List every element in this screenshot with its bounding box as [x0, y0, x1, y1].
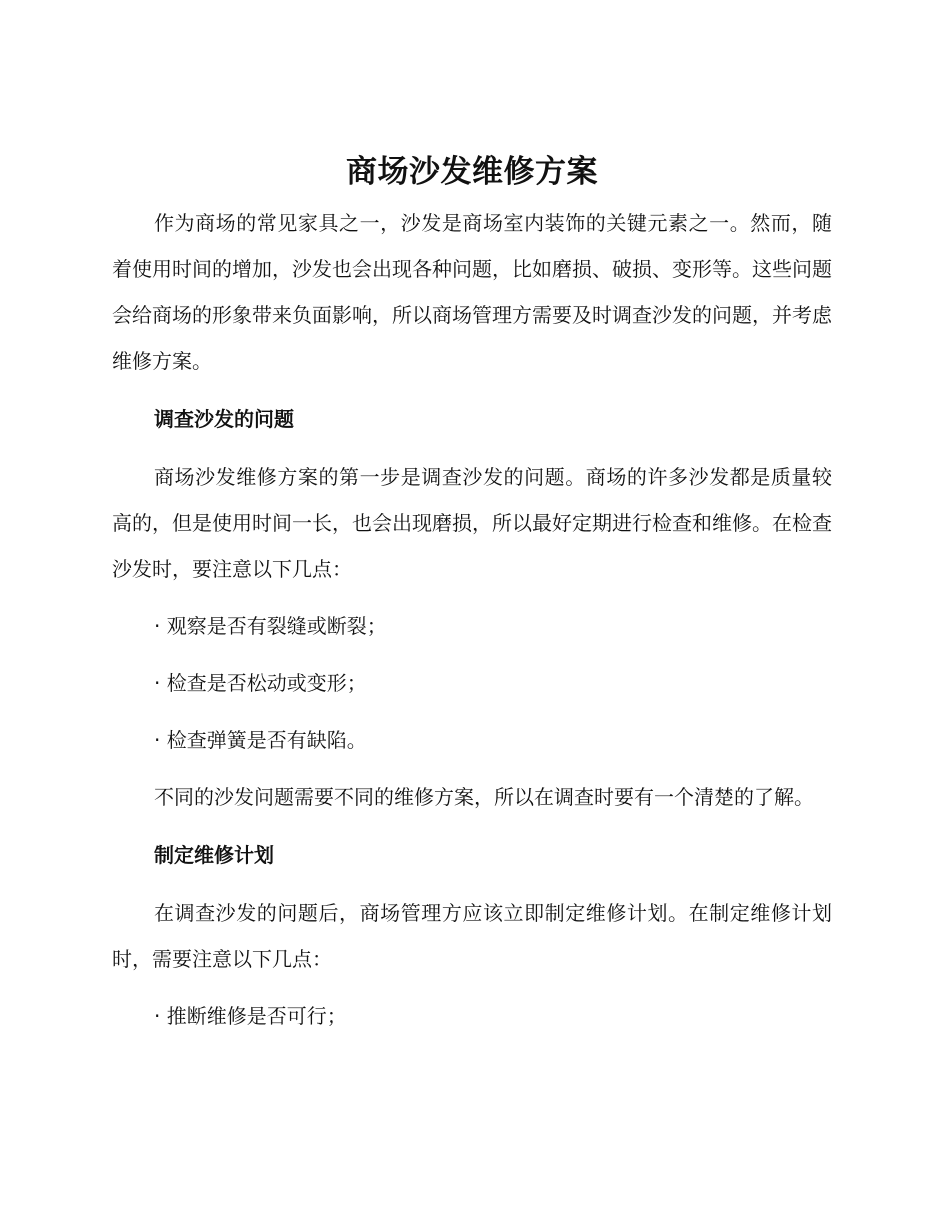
section-closing-investigate: 不同的沙发问题需要不同的维修方案，所以在调查时要有一个清楚的了解。 [154, 785, 814, 809]
bullet-item: · 观察是否有裂缝或断裂； [154, 614, 387, 638]
bullet-item: · 检查弹簧是否有缺陷。 [154, 728, 367, 752]
document-title: 商场沙发维修方案 [346, 154, 598, 190]
section-heading-investigate: 调查沙发的问题 [154, 407, 294, 431]
bullet-item: · 检查是否松动或变形； [154, 671, 367, 695]
section-paragraph-investigate: 商场沙发维修方案的第一步是调查沙发的问题。商场的许多沙发都是质量较高的，但是使用时间一长，也会出现磨损，所以最好定期进行检查和维修。在检查沙发时，要注意以下几点： [112, 465, 832, 581]
section-heading-plan: 制定维修计划 [154, 843, 274, 867]
bullet-item: · 推断维修是否可行； [154, 1004, 347, 1028]
document-body [112, 150, 832, 1050]
intro-paragraph: 作为商场的常见家具之一，沙发是商场室内装饰的关键元素之一。然而，随着使用时间的增加，沙发也会出现各种问题，比如磨损、破损、变形等。这些问题会给商场的形象带来负面影响，所以商场管理方需要及时调查沙发的问题，并考虑维修方案。 [112, 211, 832, 373]
section-paragraph-plan: 在调查沙发的问题后，商场管理方应该立即制定维修计划。在制定维修计划时，需要注意以下几点： [112, 901, 832, 971]
